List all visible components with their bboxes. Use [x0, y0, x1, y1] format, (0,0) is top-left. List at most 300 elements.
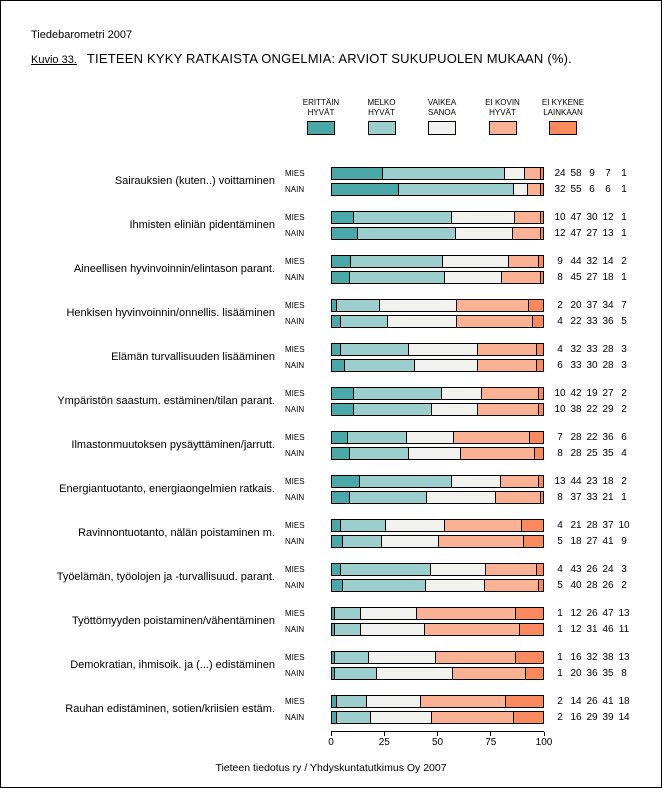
value-list — [552, 431, 632, 444]
category-label: Ilmastonmuutoksen pysäyttäminen/jarrutt. — [71, 439, 275, 451]
bar-segment — [441, 388, 481, 399]
value: 34 — [602, 299, 614, 311]
legend-item — [353, 98, 411, 135]
stacked-bar — [331, 183, 544, 196]
value: 32 — [554, 183, 566, 195]
category-label: Demokratian, ihmisoik. ja (...) edistäminen — [70, 659, 275, 671]
stacked-bar — [331, 167, 544, 180]
value: 29 — [586, 711, 598, 723]
value: 22 — [586, 403, 598, 415]
bar-segment — [332, 492, 349, 503]
value: 5 — [557, 579, 563, 591]
bar-segment — [332, 432, 347, 443]
value: 2 — [621, 475, 627, 487]
bar-segment — [455, 228, 512, 239]
bar-segment — [332, 388, 353, 399]
legend-label-line: HYVÄT — [489, 108, 516, 117]
bar-pair — [283, 651, 661, 680]
value: 3 — [621, 359, 627, 371]
bar-segment — [353, 388, 441, 399]
value: 19 — [586, 387, 598, 399]
value: 26 — [586, 695, 598, 707]
value: 28 — [602, 359, 614, 371]
axis-tick — [437, 732, 438, 736]
value: 43 — [570, 563, 582, 575]
bar-segment — [332, 580, 342, 591]
legend-swatch — [489, 121, 517, 135]
bar-pair — [283, 519, 661, 548]
legend-item — [413, 98, 471, 135]
report-title: Tiedebarometri 2007 — [31, 29, 133, 41]
value: 4 — [557, 563, 563, 575]
legend-swatch — [368, 121, 396, 135]
bar-row — [283, 623, 661, 636]
value: 33 — [586, 491, 598, 503]
stacked-bar — [331, 607, 544, 620]
bar-row — [283, 387, 661, 400]
footer-credit: Tieteen tiedotus ry / Yhdyskuntatutkimus Oy 2007 — [215, 762, 447, 774]
bar-segment — [536, 344, 543, 355]
bar-segment — [538, 256, 543, 267]
value: 36 — [586, 667, 598, 679]
value: 26 — [586, 607, 598, 619]
category-label: Työttömyyden poistaminen/vähentäminen — [71, 615, 275, 627]
bar-segment — [431, 404, 477, 415]
bar-row — [283, 579, 661, 592]
value: 13 — [618, 651, 630, 663]
value-list — [552, 491, 632, 504]
bar-segment — [453, 432, 529, 443]
value: 36 — [602, 315, 614, 327]
sex-label: MIES — [285, 520, 305, 530]
value: 38 — [570, 403, 582, 415]
value: 21 — [570, 519, 582, 531]
bar-segment — [340, 316, 387, 327]
value-list — [552, 667, 632, 680]
value: 44 — [570, 255, 582, 267]
legend-item — [534, 98, 592, 135]
value: 27 — [586, 227, 598, 239]
value: 6 — [557, 359, 563, 371]
bar-row — [283, 255, 661, 268]
value: 8 — [557, 447, 563, 459]
value: 11 — [618, 623, 630, 635]
value-list — [552, 475, 632, 488]
bar-segment — [332, 212, 353, 223]
sex-label: MIES — [285, 432, 305, 442]
chart-row-group — [1, 467, 661, 511]
value-list — [552, 579, 632, 592]
bar-segment — [477, 360, 536, 371]
chart-row-group — [1, 511, 661, 555]
category-label: Ihmisten eliniän pidentäminen — [129, 219, 275, 231]
stacked-bar — [331, 299, 544, 312]
value: 1 — [621, 491, 627, 503]
bar-segment — [332, 228, 357, 239]
stacked-bar — [331, 271, 544, 284]
chart-row-group — [1, 203, 661, 247]
value: 55 — [570, 183, 582, 195]
bar-row — [283, 563, 661, 576]
value: 13 — [554, 475, 566, 487]
value: 1 — [557, 607, 563, 619]
bar-segment — [334, 624, 360, 635]
bar-segment — [523, 536, 543, 547]
sex-label: MIES — [285, 256, 305, 266]
bar-segment — [408, 344, 477, 355]
sex-label: NAIN — [285, 360, 305, 370]
bar-pair — [283, 387, 661, 416]
value: 44 — [570, 475, 582, 487]
axis-tick — [384, 732, 385, 736]
bar-segment — [336, 712, 370, 723]
bar-segment — [353, 404, 432, 415]
legend-label-line: HYVÄT — [368, 108, 395, 117]
value: 7 — [605, 167, 611, 179]
value: 10 — [554, 211, 566, 223]
bar-segment — [514, 212, 540, 223]
chart-row-group — [1, 599, 661, 643]
bar-segment — [332, 168, 382, 179]
bar-segment — [540, 492, 543, 503]
bar-segment — [347, 432, 407, 443]
bar-segment — [332, 272, 349, 283]
stacked-bar-chart — [1, 159, 661, 731]
bar-row — [283, 535, 661, 548]
value: 20 — [570, 667, 582, 679]
value: 10 — [554, 403, 566, 415]
value: 22 — [586, 431, 598, 443]
value-list — [552, 535, 632, 548]
value: 47 — [602, 607, 614, 619]
bar-segment — [336, 696, 366, 707]
bar-segment — [534, 448, 543, 459]
sex-label: NAIN — [285, 316, 305, 326]
value-list — [552, 211, 632, 224]
sex-label: MIES — [285, 168, 305, 178]
value: 2 — [621, 579, 627, 591]
legend-item-label — [485, 98, 520, 118]
value: 1 — [621, 227, 627, 239]
bar-pair — [283, 167, 661, 196]
value-list — [552, 299, 632, 312]
axis-tick-label: 75 — [485, 737, 497, 748]
figure-number: Kuvio 33. — [31, 54, 77, 66]
bar-segment — [342, 536, 380, 547]
bar-segment — [529, 432, 543, 443]
value: 32 — [586, 255, 598, 267]
bar-segment — [521, 520, 543, 531]
bar-row — [283, 211, 661, 224]
bar-segment — [366, 696, 420, 707]
value: 23 — [586, 475, 598, 487]
bar-row — [283, 403, 661, 416]
bar-pair — [283, 211, 661, 240]
stacked-bar — [331, 519, 544, 532]
value: 28 — [586, 579, 598, 591]
value: 10 — [618, 519, 630, 531]
bar-segment — [508, 256, 538, 267]
legend-item — [292, 98, 350, 135]
sex-label: NAIN — [285, 404, 305, 414]
value: 9 — [557, 255, 563, 267]
bar-segment — [452, 668, 525, 679]
bar-segment — [456, 316, 532, 327]
bar-segment — [349, 272, 444, 283]
value: 37 — [586, 299, 598, 311]
stacked-bar — [331, 491, 544, 504]
value: 6 — [605, 183, 611, 195]
value-list — [552, 387, 632, 400]
value: 47 — [570, 211, 582, 223]
bar-segment — [501, 272, 540, 283]
value: 29 — [602, 403, 614, 415]
value: 1 — [557, 651, 563, 663]
bar-segment — [340, 344, 407, 355]
chart-row-group — [1, 423, 661, 467]
bar-segment — [408, 448, 461, 459]
sex-label: NAIN — [285, 228, 305, 238]
category-label: Aineellisen hyvinvoinnin/elintason parant. — [73, 263, 275, 275]
axis-tick — [490, 732, 491, 736]
value: 7 — [557, 431, 563, 443]
value: 18 — [602, 271, 614, 283]
value-list — [552, 343, 632, 356]
value: 1 — [621, 271, 627, 283]
value: 1 — [621, 211, 627, 223]
legend-item — [474, 98, 532, 135]
bar-segment — [512, 228, 540, 239]
value: 26 — [602, 579, 614, 591]
bar-segment — [381, 536, 438, 547]
chart-row-group — [1, 247, 661, 291]
legend-swatch — [307, 121, 335, 135]
bar-segment — [540, 168, 543, 179]
bar-segment — [442, 256, 509, 267]
bar-segment — [438, 536, 524, 547]
bar-segment — [477, 344, 536, 355]
bar-row — [283, 491, 661, 504]
legend-label-line: VAIKEA — [427, 98, 457, 107]
value: 1 — [557, 667, 563, 679]
bar-segment — [382, 168, 504, 179]
bar-segment — [385, 520, 444, 531]
value: 25 — [586, 447, 598, 459]
value: 31 — [586, 623, 598, 635]
value-list — [552, 271, 632, 284]
bar-pair — [283, 695, 661, 724]
bar-pair — [283, 607, 661, 636]
bar-segment — [495, 492, 539, 503]
bar-segment — [538, 404, 543, 415]
bar-pair — [283, 343, 661, 372]
legend-label-line: HYVÄT — [307, 108, 335, 117]
sex-label: NAIN — [285, 448, 305, 458]
chart-row-group — [1, 291, 661, 335]
value: 33 — [586, 315, 598, 327]
legend — [292, 98, 592, 135]
stacked-bar — [331, 227, 544, 240]
bar-segment — [513, 184, 526, 195]
bar-row — [283, 183, 661, 196]
stacked-bar — [331, 579, 544, 592]
bar-segment — [451, 212, 514, 223]
bar-row — [283, 359, 661, 372]
value-list — [552, 255, 632, 268]
value-list — [552, 167, 632, 180]
bar-segment — [451, 476, 500, 487]
value: 38 — [602, 651, 614, 663]
value: 58 — [570, 167, 582, 179]
category-label: Sairauksien (kuten..) voittaminen — [114, 175, 275, 187]
sex-label: NAIN — [285, 536, 305, 546]
bar-segment — [505, 696, 543, 707]
value: 47 — [570, 227, 582, 239]
axis-tick-label: 50 — [431, 737, 444, 748]
sex-label: NAIN — [285, 624, 305, 634]
bar-segment — [513, 712, 543, 723]
value: 4 — [557, 315, 563, 327]
bar-row — [283, 475, 661, 488]
value: 9 — [589, 167, 595, 179]
bar-row — [283, 167, 661, 180]
stacked-bar — [331, 695, 544, 708]
stacked-bar — [331, 359, 544, 372]
value: 1 — [557, 623, 563, 635]
sex-label: MIES — [285, 696, 305, 706]
value-list — [552, 651, 632, 664]
value-list — [552, 315, 632, 328]
bar-segment — [538, 388, 543, 399]
value: 2 — [621, 387, 627, 399]
sex-label: MIES — [285, 564, 305, 574]
bar-segment — [519, 624, 543, 635]
stacked-bar — [331, 667, 544, 680]
chart-row-group — [1, 159, 661, 203]
value: 37 — [570, 491, 582, 503]
bar-row — [283, 227, 661, 240]
bar-segment — [368, 652, 435, 663]
bar-segment — [485, 564, 536, 575]
bar-pair — [283, 563, 661, 592]
axis-tick — [544, 732, 545, 736]
bar-pair — [283, 255, 661, 284]
value: 37 — [602, 519, 614, 531]
bar-segment — [406, 432, 453, 443]
bar-segment — [398, 184, 513, 195]
value: 20 — [570, 299, 582, 311]
legend-item-label — [428, 98, 456, 118]
bar-segment — [484, 580, 538, 591]
bar-segment — [360, 624, 425, 635]
bar-pair — [283, 299, 661, 328]
value-list — [552, 607, 632, 620]
value: 18 — [602, 475, 614, 487]
bar-segment — [332, 536, 342, 547]
value: 4 — [621, 447, 627, 459]
value: 2 — [621, 403, 627, 415]
bar-segment — [332, 256, 350, 267]
bar-segment — [540, 272, 543, 283]
value: 28 — [570, 431, 582, 443]
value: 28 — [570, 447, 582, 459]
bar-segment — [536, 360, 543, 371]
bar-segment — [536, 564, 543, 575]
legend-item-label — [367, 98, 395, 118]
value-list — [552, 227, 632, 240]
value: 9 — [621, 535, 627, 547]
value: 32 — [570, 343, 582, 355]
value: 13 — [618, 607, 630, 619]
stacked-bar — [331, 535, 544, 548]
bar-segment — [435, 652, 515, 663]
value: 2 — [621, 255, 627, 267]
value: 42 — [570, 387, 582, 399]
bar-segment — [332, 316, 340, 327]
legend-swatch — [549, 121, 577, 135]
legend-label-line: EI KYKENE — [541, 98, 585, 107]
value: 32 — [586, 651, 598, 663]
bar-segment — [379, 300, 457, 311]
bar-segment — [332, 184, 398, 195]
bar-segment — [532, 316, 543, 327]
bar-segment — [444, 272, 501, 283]
value-list — [552, 359, 632, 372]
value: 3 — [621, 563, 627, 575]
sex-label: MIES — [285, 608, 305, 618]
axis-tick-label: 25 — [378, 737, 390, 748]
chart-row-group — [1, 555, 661, 599]
bar-row — [283, 447, 661, 460]
value: 33 — [570, 359, 582, 371]
value: 12 — [570, 623, 582, 635]
sex-label: NAIN — [285, 712, 305, 722]
bar-pair — [283, 475, 661, 504]
bar-pair — [283, 431, 661, 460]
category-label: Elämän turvallisuuden lisääminen — [111, 351, 275, 363]
sex-label: MIES — [285, 300, 305, 310]
value: 28 — [586, 519, 598, 531]
chart-row-group — [1, 687, 661, 731]
bar-row — [283, 343, 661, 356]
stacked-bar — [331, 563, 544, 576]
bar-row — [283, 519, 661, 532]
stacked-bar — [331, 387, 544, 400]
bar-segment — [344, 360, 413, 371]
chart-row-group — [1, 379, 661, 423]
value: 1 — [621, 167, 627, 179]
value: 14 — [618, 711, 630, 723]
value-list — [552, 519, 632, 532]
bar-segment — [430, 564, 485, 575]
sex-label: MIES — [285, 652, 305, 662]
value: 22 — [570, 315, 582, 327]
axis-tick-label: 0 — [328, 737, 334, 748]
legend-label-line: EI KOVIN — [485, 98, 520, 107]
value: 27 — [586, 535, 598, 547]
bar-segment — [540, 184, 543, 195]
value: 33 — [586, 343, 598, 355]
bar-segment — [340, 564, 430, 575]
bar-segment — [524, 168, 540, 179]
x-axis — [328, 731, 553, 752]
bar-segment — [540, 228, 543, 239]
value: 2 — [557, 695, 563, 707]
bar-segment — [515, 652, 543, 663]
sex-label: NAIN — [285, 492, 305, 502]
value: 2 — [557, 299, 563, 311]
value: 6 — [621, 431, 627, 443]
